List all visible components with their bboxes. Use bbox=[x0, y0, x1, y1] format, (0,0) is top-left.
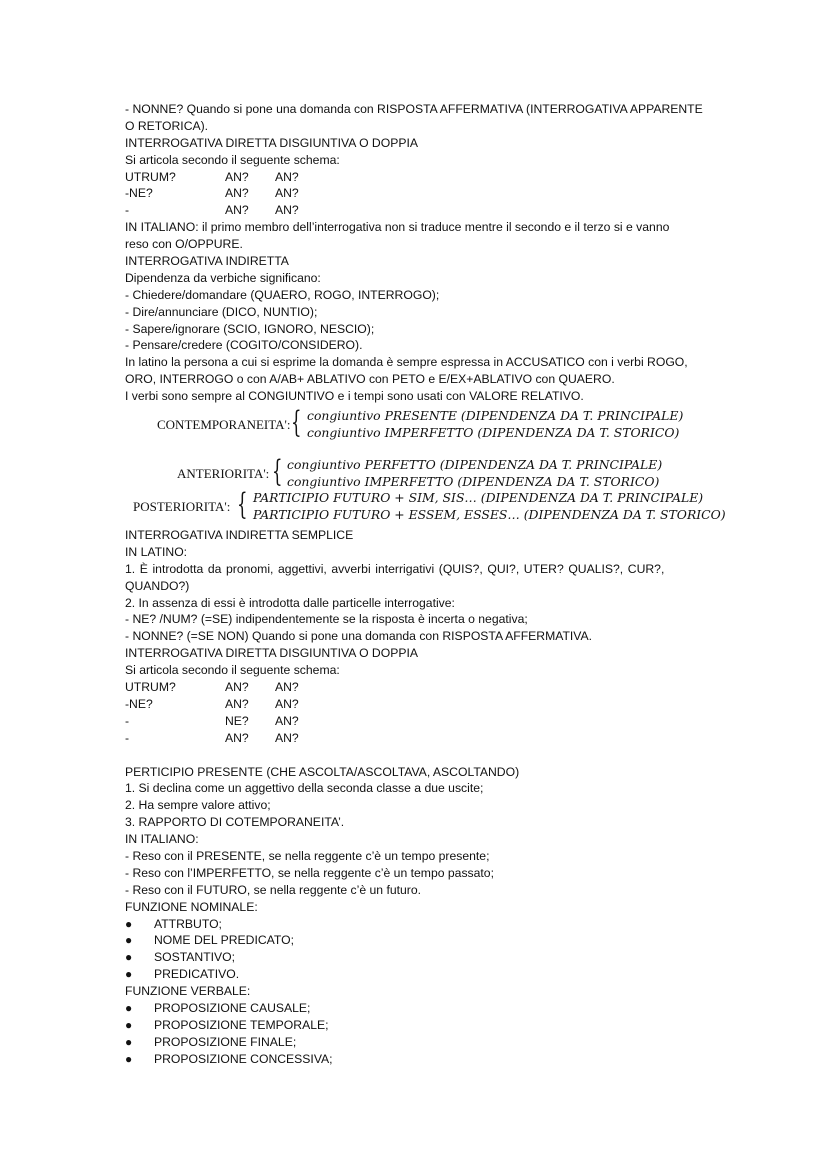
list-item: - Reso con il FUTURO, se nella reggente c’è un futuro. bbox=[125, 882, 422, 897]
bullet-icon: ● bbox=[125, 1017, 133, 1032]
brace-glyph: { bbox=[237, 487, 248, 523]
bullet-text: NOME DEL PREDICATO; bbox=[154, 933, 294, 948]
section-heading: FUNZIONE VERBALE: bbox=[125, 984, 251, 999]
section-heading: INTERROGATIVA DIRETTA DISGIUNTIVA O DOPPIA bbox=[125, 135, 418, 150]
spacer bbox=[125, 747, 710, 764]
schema-cell: AN? bbox=[225, 680, 249, 695]
schema-cell: UTRUM? bbox=[125, 680, 176, 695]
bullet-text: PROPOSIZIONE CAUSALE; bbox=[154, 1000, 311, 1015]
schema-cell: -NE? bbox=[125, 696, 153, 711]
bullet-text: ATTRBUTO; bbox=[154, 916, 222, 931]
text-line: IN ITALIANO: bbox=[125, 832, 199, 847]
brace-glyph: { bbox=[272, 454, 283, 490]
list-item: - Reso con l’IMPERFETTO, se nella reggente c’è un tempo passato; bbox=[125, 865, 494, 880]
schema-cell: AN? bbox=[275, 713, 299, 728]
section-heading: PERTICIPIO PRESENTE (CHE ASCOLTA/ASCOLTAVA, ASCOLTANDO) bbox=[125, 764, 520, 779]
schema-row bbox=[125, 696, 710, 713]
bullet-text: PROPOSIZIONE CONCESSIVA; bbox=[154, 1051, 333, 1066]
bullet-item bbox=[125, 916, 710, 933]
bullet-icon: ● bbox=[125, 1034, 133, 1049]
bullet-text: SOSTANTIVO; bbox=[154, 950, 236, 965]
bullet-icon: ● bbox=[125, 916, 133, 931]
list-item: - Sapere/ignorare (SCIO, IGNORO, NESCIO); bbox=[125, 321, 375, 336]
list-item: - Dire/annunciare (DICO, NUNTIO); bbox=[125, 304, 318, 319]
schema-cell: AN? bbox=[225, 730, 249, 745]
formula-row: congiuntivo PERFETTO (DIPENDENZA DA T. PRINCIPALE) bbox=[287, 457, 663, 473]
bullet-icon: ● bbox=[125, 950, 133, 965]
formula-row: PARTICIPIO FUTURO + ESSEM, ESSES… (DIPENDENZA DA T. STORICO) bbox=[253, 507, 726, 523]
schema-cell: AN? bbox=[275, 696, 299, 711]
schema-cell: AN? bbox=[225, 203, 249, 218]
bullet-item bbox=[125, 1034, 710, 1051]
list-item: - Reso con il PRESENTE, se nella reggente c’è un tempo presente; bbox=[125, 848, 490, 863]
section-heading: INTERROGATIVA INDIRETTA SEMPLICE bbox=[125, 528, 354, 543]
schema-row bbox=[125, 185, 710, 202]
schema-row bbox=[125, 202, 710, 219]
brace-glyph: { bbox=[291, 405, 302, 441]
list-item: - Chiedere/domandare (QUAERO, ROGO, INTERROGO); bbox=[125, 287, 440, 302]
bullet-icon: ● bbox=[125, 933, 133, 948]
section-heading: INTERROGATIVA DIRETTA DISGIUNTIVA O DOPPIA bbox=[125, 646, 418, 661]
schema-cell: AN? bbox=[275, 730, 299, 745]
bullet-icon: ● bbox=[125, 1051, 133, 1066]
text-line: Si articola secondo il seguente schema: bbox=[125, 152, 340, 167]
schema-cell: AN? bbox=[275, 680, 299, 695]
formula-label: ANTERIORITA': bbox=[177, 466, 270, 482]
text-line: Si articola secondo il seguente schema: bbox=[125, 663, 340, 678]
formula-anteriorita bbox=[125, 445, 726, 523]
schema-cell: AN? bbox=[225, 696, 249, 711]
bullet-item bbox=[125, 1051, 710, 1068]
schema-cell: AN? bbox=[275, 186, 299, 201]
text-line: O RETORICA). bbox=[125, 118, 209, 133]
schema-cell: AN? bbox=[225, 186, 249, 201]
section-heading: FUNZIONE NOMINALE: bbox=[125, 899, 258, 914]
schema-table-1 bbox=[125, 169, 710, 220]
formula-row: congiuntivo IMPERFETTO (DIPENDENZA DA T. STORICO) bbox=[287, 474, 660, 490]
list-item: - NONNE? (=SE NON) Quando si pone una domanda con RISPOSTA AFFERMATIVA. bbox=[125, 629, 593, 644]
list-item: - Pensare/credere (COGITO/CONSIDERO). bbox=[125, 338, 363, 353]
bullet-item bbox=[125, 949, 710, 966]
schema-cell: - bbox=[125, 730, 130, 745]
text-line: IN ITALIANO: il primo membro dell’interrogativa non si traduce mentre il secondo e il terzo si e vanno bbox=[125, 220, 670, 235]
text-line: IN LATINO: bbox=[125, 544, 188, 559]
bullet-icon: ● bbox=[125, 1000, 133, 1015]
text-line: 2. In assenza di essi è introdotta dalle particelle interrogative: bbox=[125, 595, 455, 610]
formula-row: congiuntivo PRESENTE (DIPENDENZA DA T. PRINCIPALE) bbox=[307, 408, 684, 424]
text-line: In latino la persona a cui si esprime la domanda è sempre espressa in ACCUSATICO con i verbi ROGO, bbox=[125, 355, 688, 370]
schema-cell: AN? bbox=[225, 169, 249, 184]
schema-row bbox=[125, 730, 710, 747]
formula-contemporaneita bbox=[125, 405, 710, 445]
text-line: I verbi sono sempre al CONGIUNTIVO e i tempi sono usati con VALORE RELATIVO. bbox=[125, 389, 584, 404]
schema-cell: AN? bbox=[275, 169, 299, 184]
schema-row bbox=[125, 679, 710, 696]
bullet-item bbox=[125, 1017, 710, 1034]
schema-cell: - bbox=[125, 713, 130, 728]
formula-label: CONTEMPORANEITA': bbox=[157, 417, 291, 433]
text-line: Dipendenza da verbiche significano: bbox=[125, 270, 321, 285]
schema-cell: NE? bbox=[225, 713, 249, 728]
bullet-item bbox=[125, 932, 710, 949]
bullet-text: PREDICATIVO. bbox=[154, 967, 240, 982]
bullet-item bbox=[125, 966, 710, 983]
schema-row bbox=[125, 713, 710, 730]
bullet-list-nominale bbox=[125, 916, 710, 984]
bullet-list-verbale bbox=[125, 1000, 710, 1068]
schema-cell: AN? bbox=[275, 203, 299, 218]
formula-row: congiuntivo IMPERFETTO (DIPENDENZA DA T. STORICO) bbox=[307, 425, 680, 441]
schema-table-2 bbox=[125, 679, 710, 747]
schema-cell: -NE? bbox=[125, 186, 153, 201]
section-heading: INTERROGATIVA INDIRETTA bbox=[125, 254, 289, 269]
bullet-text: PROPOSIZIONE FINALE; bbox=[154, 1034, 297, 1049]
text-line: QUANDO?) bbox=[125, 578, 190, 593]
bullet-text: PROPOSIZIONE TEMPORALE; bbox=[154, 1017, 329, 1032]
list-item: - NE? /NUM? (=SE) indipendentemente se la risposta è incerta o negativa; bbox=[125, 612, 528, 627]
bullet-item bbox=[125, 1000, 710, 1017]
text-line: ORO, INTERROGO o con A/AB+ ABLATIVO con PETO e E/EX+ABLATIVO con QUAERO. bbox=[125, 372, 615, 387]
list-item: 2. Ha sempre valore attivo; bbox=[125, 798, 271, 813]
text-line: reso con O/OPPURE. bbox=[125, 237, 243, 252]
formula-row: PARTICIPIO FUTURO + SIM, SIS… (DIPENDENZA DA T. PRINCIPALE) bbox=[253, 490, 704, 506]
formula-label: POSTERIORITA': bbox=[133, 499, 231, 515]
bullet-icon: ● bbox=[125, 967, 133, 982]
schema-cell: - bbox=[125, 203, 130, 218]
document-page bbox=[125, 101, 726, 1068]
list-item: 3. RAPPORTO DI COTEMPORANEITA’. bbox=[125, 815, 345, 830]
schema-row bbox=[125, 169, 710, 186]
list-item: 1. Si declina come un aggettivo della seconda classe a due uscite; bbox=[125, 781, 484, 796]
schema-cell: UTRUM? bbox=[125, 169, 176, 184]
text-line: - NONNE? Quando si pone una domanda con RISPOSTA AFFERMATIVA (INTERROGATIVA APPARENTE bbox=[125, 102, 703, 116]
text-line: 1. È introdotta da pronomi, aggettivi, avverbi interrigativi (QUIS?, QUI?, UTER? QUALIS?, CUR?, bbox=[125, 561, 665, 576]
